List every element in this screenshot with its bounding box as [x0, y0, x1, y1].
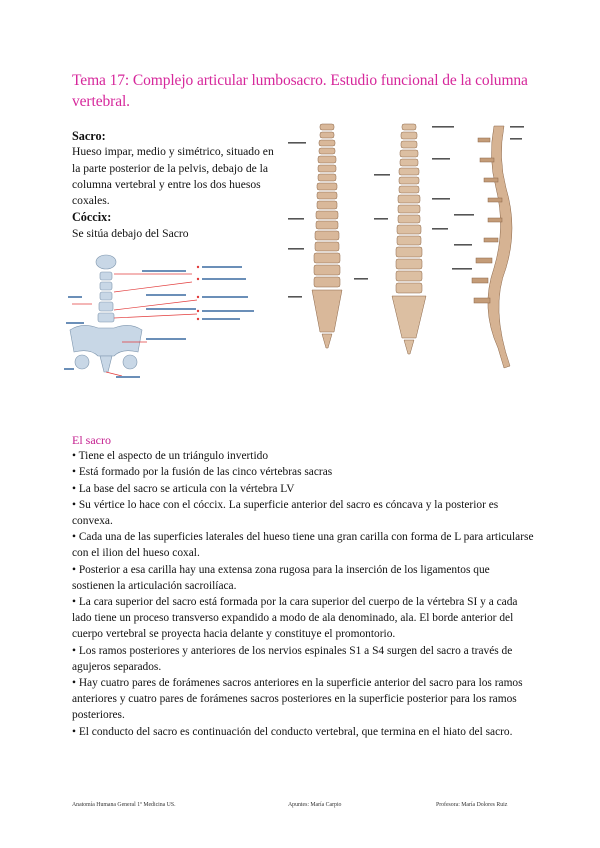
bullet-item: • Su vértice lo hace con el cóccix. La superficie anterior del sacro es cóncava y la posterior es convexa.	[72, 498, 499, 528]
bullet-item: • La cara superior del sacro está formada por la cara superior del cuerpo de la vértebra SI y a cada lado tiene un proceso transverso expandido a modo de ala denominado, ala. El borde anterior del cuerpo vertebral se proyecta hacia delante y constituye el promontorio.	[72, 596, 518, 641]
sacrum-schematic-diagram	[62, 252, 274, 382]
sacrum-section	[72, 432, 534, 740]
footer-professor: Profesora: María Dolores Ruiz	[436, 802, 508, 808]
bullet-item: • Está formado por la fusión de las cinco vértebras sacras	[72, 466, 333, 479]
bullet-item: • Tiene el aspecto de un triángulo invertido	[72, 450, 269, 463]
page-title: Tema 17: Complejo articular lumbosacro. Estudio funcional de la columna vertebral.	[72, 72, 528, 110]
bullet-item: • Posterior a esa carilla hay una extensa zona rugosa para la inserción de los ligamentos que sostienen la articulación sacroilíaca.	[72, 563, 490, 592]
section-heading: El sacro	[72, 433, 111, 447]
sacro-description: Hueso impar, medio y simétrico, situado en la parte posterior de la pelvis, debajo de la columna vertebral y entre los dos huesos coxales.	[72, 145, 274, 208]
footer-course: Anatomía Humana General 1º Medicina US.	[72, 802, 176, 808]
coccix-description: Se sitúa debajo del Sacro	[72, 226, 189, 240]
bullet-item: • Cada una de las superficies laterales del hueso tiene una gran carilla con forma de L para articularse con el ilion del hueso coxal.	[72, 531, 534, 560]
intro-column	[72, 128, 282, 242]
coccix-heading: Cóccix:	[72, 210, 112, 225]
bullet-item: • El conducto del sacro es continuación del conducto vertebral, que termina en el hiato del sacro.	[72, 725, 513, 738]
bullet-item: • La base del sacro se articula con la vértebra LV	[72, 482, 295, 495]
vertebral-column-illustration	[284, 118, 530, 380]
sacro-heading: Sacro:	[72, 129, 106, 143]
bullet-item: • Hay cuatro pares de forámenes sacros anteriores en la superficie anterior del sacro para los ramos anteriores y cuatro pares de forámenes sacros posteriores en la superficie posterior para los ramos posteriores.	[72, 677, 523, 722]
bullet-item: • Los ramos posteriores y anteriores de los nervios espinales S1 a S4 surgen del sacro a través de agujeros separados.	[72, 644, 513, 673]
footer-author: Apuntes: María Carpio	[288, 802, 342, 808]
